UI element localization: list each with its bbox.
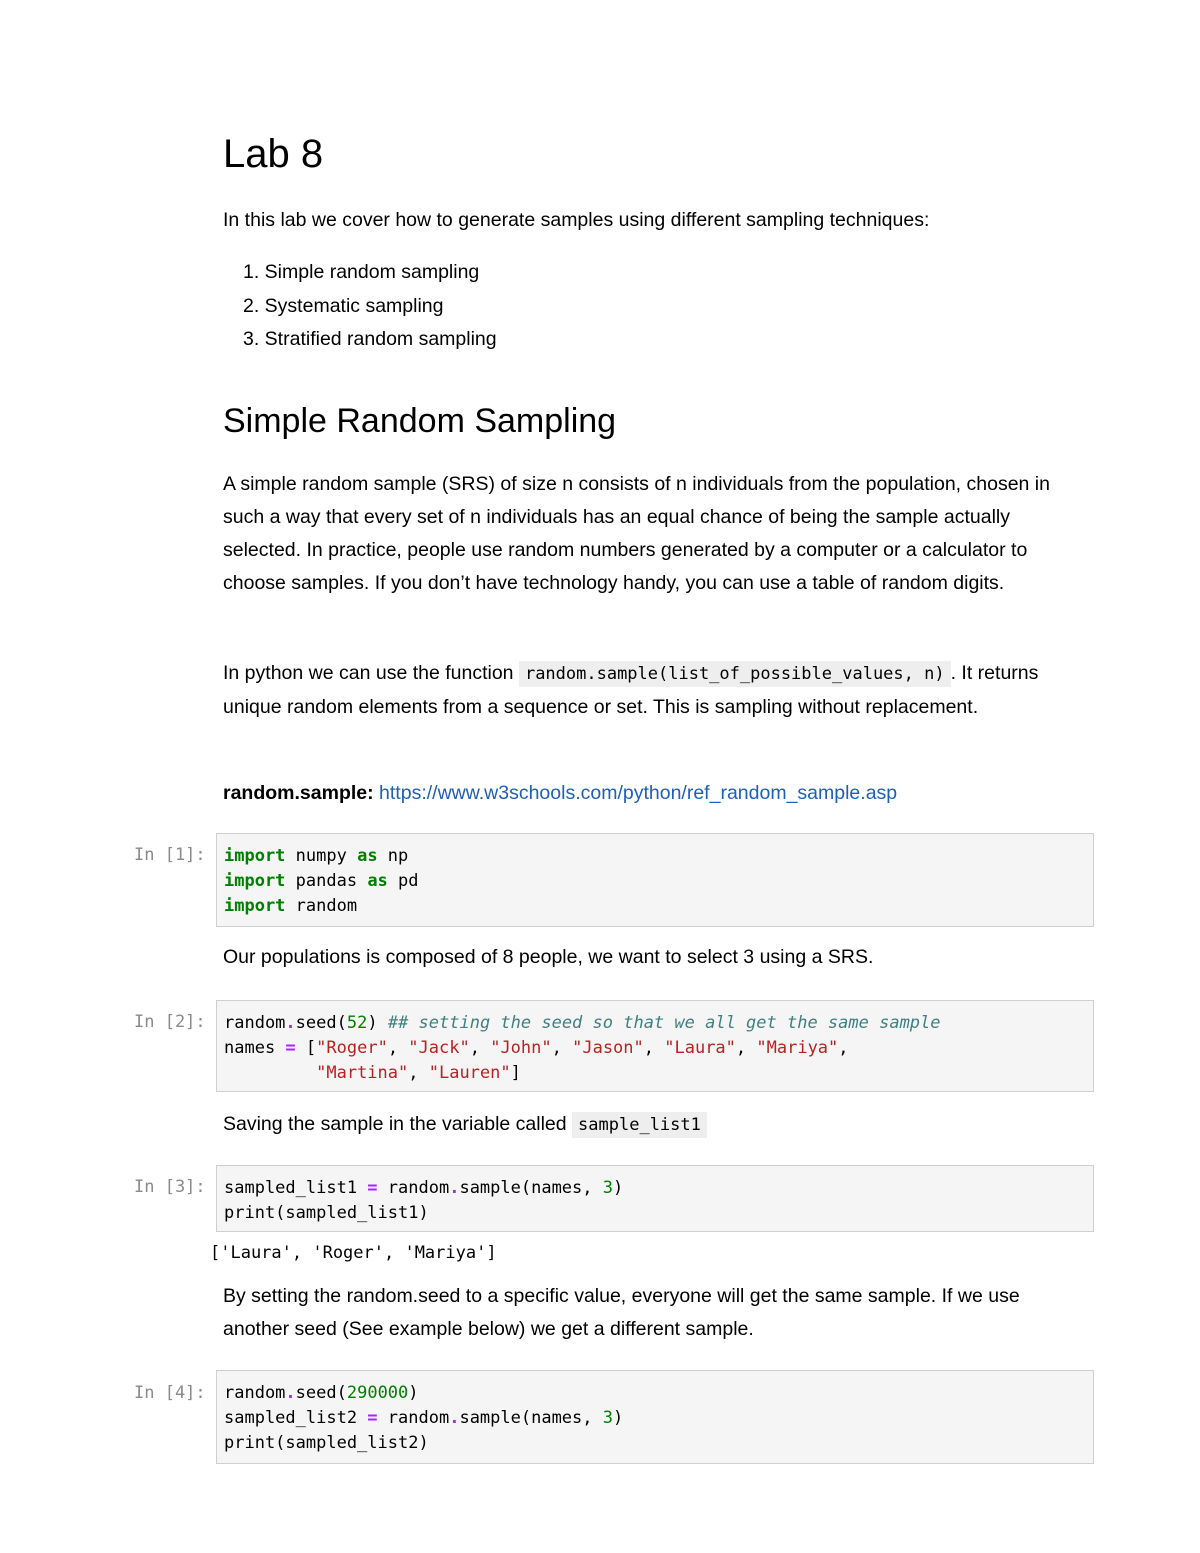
code-cell-1[interactable] [216, 833, 1094, 927]
python-paragraph [223, 657, 1083, 724]
cell-prompt: In [4]: [134, 1383, 206, 1403]
code-block: sampled_list1 = random.sample(names, 3) print(sampled_list1) [224, 1178, 624, 1223]
intro-text: In this lab we cover how to generate samples using different sampling techniques: [223, 209, 930, 231]
code-block: random.seed(52) ## setting the seed so that we all get the same sample names = ["Roger", "Jack", "John", "Jason", "Laura", "Mariya", "Martina", "Lauren"] [224, 1013, 941, 1083]
population-text: Our populations is composed of 8 people, we want to select 3 using a SRS. [223, 946, 874, 968]
code-block: import numpy as np import pandas as pd import random [224, 846, 419, 916]
list-item: 2. Systematic sampling [243, 294, 444, 317]
seed-paragraph: By setting the random.seed to a specific value, everyone will get the same sample. If we use another seed (See example below) we get a different sample. [223, 1285, 1020, 1340]
python-text-before: In python we can use the function [223, 662, 514, 684]
list-item: 3. Stratified random sampling [243, 328, 497, 350]
code-cell-4[interactable] [216, 1370, 1094, 1464]
cell-prompt: In [3]: [134, 1177, 206, 1197]
code-cell-3[interactable] [216, 1165, 1094, 1232]
code-cell-2[interactable] [216, 1000, 1094, 1092]
reference-line [223, 777, 1083, 810]
section-heading: Simple Random Sampling [223, 402, 617, 440]
code-block: random.seed(290000) sampled_list2 = random.sample(names, 3) print(sampled_list2) [224, 1383, 624, 1453]
techniques-list [223, 256, 1083, 357]
list-item: 1. Simple random sampling [243, 261, 480, 283]
cell-prompt: In [1]: [134, 845, 206, 865]
srs-paragraph: A simple random sample (SRS) of size n consists of n individuals from the population, chosen in such a way that every set of n individuals has an equal chance of being the sample actually selected. In practice, people use random numbers generated by a computer or a calculator to choose samples. If you don’t have technology handy, you can use a table of random digits. [223, 473, 1050, 594]
cell-output: ['Laura', 'Roger', 'Mariya'] [210, 1243, 497, 1263]
inline-code: sample_list1 [572, 1112, 707, 1138]
reference-label: random.sample: [223, 782, 374, 804]
saving-text: Saving the sample in the variable called [223, 1113, 567, 1135]
saving-paragraph [223, 1108, 1083, 1142]
inline-code: random.sample(list_of_possible_values, n) [519, 661, 951, 687]
reference-link[interactable]: https://www.w3schools.com/python/ref_random_sample.asp [379, 782, 898, 804]
python-text-after: . It returns unique random elements from a sequence or set. This is sampling without replacement. [223, 662, 1039, 718]
cell-prompt: In [2]: [134, 1012, 206, 1032]
page-title: Lab 8 [223, 132, 324, 176]
